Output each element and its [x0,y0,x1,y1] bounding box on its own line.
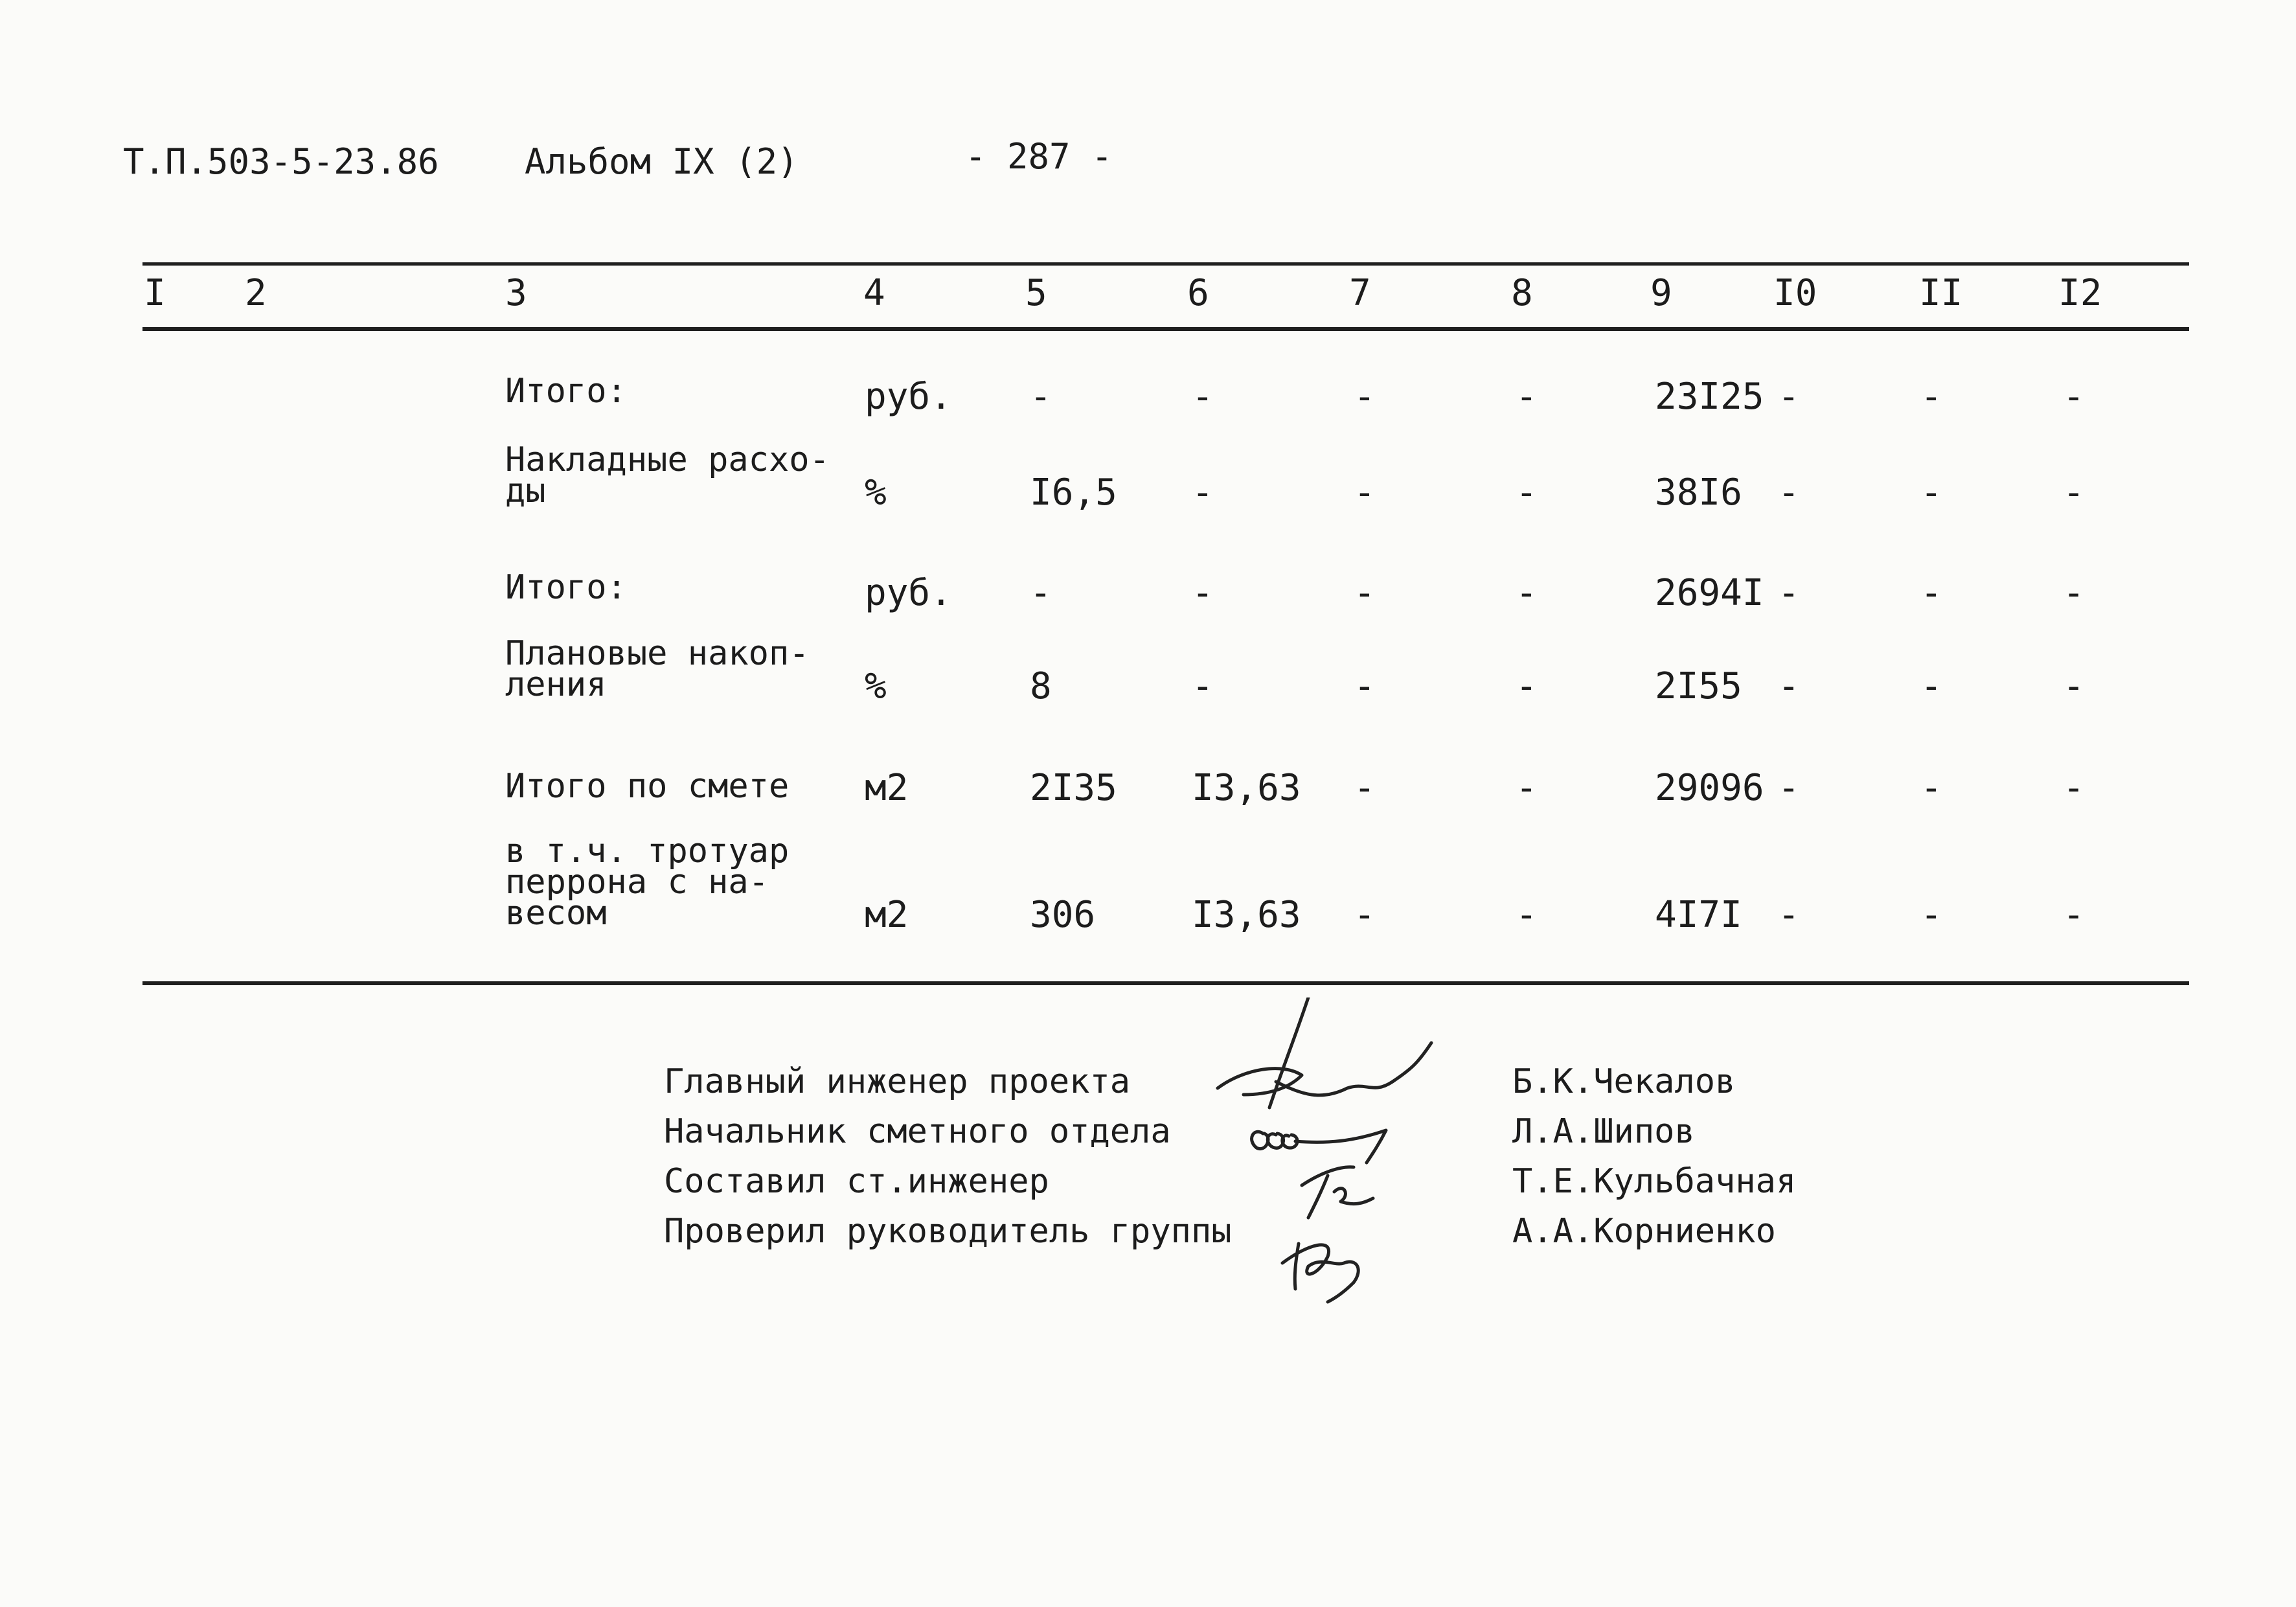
col-header-2: 2 [245,272,267,314]
col-header-4: 4 [863,272,885,314]
signature-chief-engineer [1218,997,1431,1108]
document-code: Т.П.503-5-23.86 [123,141,439,182]
handwritten-signatures [1205,997,1541,1308]
signer-name: Л.А.Шипов [1512,1112,1695,1151]
signer-name: А.А.Корниенко [1512,1212,1776,1251]
row-name: Накладные расхо- ды [505,440,830,510]
row-col6: I3,63 [1192,767,1301,809]
row-col11: - [1920,665,1942,707]
row-col7: - [1354,572,1376,614]
col-header-9: 9 [1650,272,1672,314]
row-col8: - [1516,767,1538,809]
row-col12: - [2063,665,2085,707]
col-header-12: I2 [2058,272,2102,314]
row-col6: I3,63 [1192,894,1301,936]
table-row [0,832,2296,965]
row-col12: - [2063,376,2085,418]
row-col11: - [1920,376,1942,418]
row-col9: 29096 [1655,767,1764,809]
table-row [0,634,2296,768]
row-col7: - [1354,376,1376,418]
row-col10: - [1778,472,1800,514]
row-col8: - [1516,472,1538,514]
row-col7: - [1354,472,1376,514]
table-bottom-rule [142,981,2189,985]
row-col5: 8 [1030,665,1052,707]
row-col8: - [1516,894,1538,936]
row-col9: 23I25 [1655,376,1764,418]
album-label: Альбом IX (2) [525,141,799,182]
row-col9: 2I55 [1655,665,1742,707]
row-col9: 4I7I [1655,894,1742,936]
signer-name: Т.Е.Кульбачная [1512,1162,1797,1201]
row-col10: - [1778,894,1800,936]
table-row [0,440,2296,570]
row-col6: - [1192,665,1214,707]
row-col10: - [1778,376,1800,418]
signer-title: Составил ст.инженер [664,1162,1049,1201]
row-col11: - [1920,894,1942,936]
row-col7: - [1354,894,1376,936]
col-header-3: 3 [505,272,527,314]
col-header-11: II [1919,272,1963,314]
col-header-5: 5 [1025,272,1047,314]
row-col5: - [1030,376,1052,418]
row-col10: - [1778,767,1800,809]
row-col10: - [1778,665,1800,707]
col-header-8: 8 [1511,272,1533,314]
signer-name: Б.К.Чекалов [1512,1062,1736,1101]
row-col8: - [1516,572,1538,614]
row-col11: - [1920,572,1942,614]
row-col12: - [2063,572,2085,614]
row-name: Итого по смете [505,767,790,806]
signature-checker [1282,1244,1358,1302]
col-header-7: 7 [1349,272,1371,314]
row-col9: 2694I [1655,572,1764,614]
row-unit: % [865,472,887,514]
signer-title: Главный инженер проекта [664,1062,1131,1101]
row-name: Плановые накоп- ления [505,634,810,704]
row-col12: - [2063,472,2085,514]
signer-title: Начальник сметного отдела [664,1112,1171,1151]
row-col12: - [2063,894,2085,936]
col-header-6: 6 [1187,272,1209,314]
row-unit: м2 [865,767,909,809]
row-col11: - [1920,472,1942,514]
row-col6: - [1192,572,1214,614]
row-col5: 306 [1030,894,1096,936]
col-header-10: I0 [1773,272,1817,314]
row-col7: - [1354,665,1376,707]
row-unit: руб. [865,572,952,614]
row-unit: руб. [865,376,952,418]
row-col12: - [2063,767,2085,809]
row-unit: м2 [865,894,909,936]
row-col8: - [1516,376,1538,418]
row-col8: - [1516,665,1538,707]
row-col5: - [1030,572,1052,614]
table-top-rule [142,262,2189,266]
table-header-rule [142,327,2189,331]
signature-estimate-head [1252,1130,1386,1163]
page-number: - 287 - [965,136,1113,177]
row-unit: % [865,665,887,707]
row-name: Итого: [505,372,627,411]
row-name: Итого: [505,568,627,607]
row-col6: - [1192,472,1214,514]
row-col11: - [1920,767,1942,809]
row-col9: 38I6 [1655,472,1742,514]
col-header-1: I [144,272,166,314]
signer-title: Проверил руководитель группы [664,1212,1232,1251]
row-name: в т.ч. тротуар перрона с на- весом [505,832,790,933]
signature-compiler [1302,1167,1373,1218]
row-col10: - [1778,572,1800,614]
row-col5: I6,5 [1030,472,1117,514]
row-col5: 2I35 [1030,767,1117,809]
row-col6: - [1192,376,1214,418]
row-col7: - [1354,767,1376,809]
